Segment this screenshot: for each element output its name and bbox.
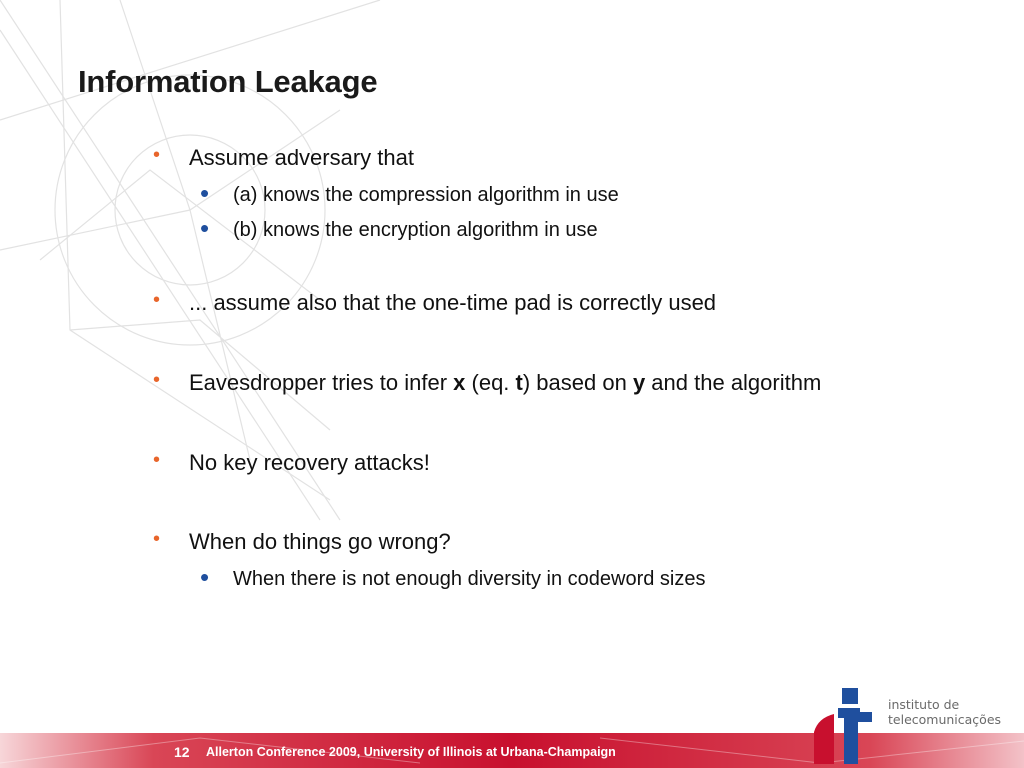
institute-name	[888, 697, 1001, 727]
subbullet-compression: • (a) knows the compression algorithm in use	[233, 184, 619, 207]
bullet-no-key-recovery: • No key recovery attacks!	[189, 450, 430, 476]
bullet-eavesdropper	[189, 370, 821, 396]
bullet-assume-adversary: • Assume adversary that	[189, 145, 414, 171]
bullet-text: (eq.	[465, 370, 516, 395]
subbullet-codeword-sizes: • When there is not enough diversity in codeword sizes	[233, 568, 705, 591]
slide-number: 12	[174, 744, 190, 760]
slide-title: Information Leakage	[78, 64, 378, 99]
variable-x: x	[453, 370, 466, 395]
bullet-things-go-wrong: • When do things go wrong?	[189, 529, 451, 555]
institute-line-1: instituto de	[888, 697, 960, 712]
bullet-one-time-pad: • ... assume also that the one-time pad is correctly used	[189, 290, 716, 316]
variable-t: t	[515, 370, 523, 395]
footer-text: Allerton Conference 2009, University of Illinois at Urbana-Champaign	[206, 745, 616, 759]
bullet-text: ) based on	[522, 370, 633, 395]
subbullet-encryption: • (b) knows the encryption algorithm in use	[233, 219, 598, 242]
bullet-text: Eavesdropper tries to infer	[189, 370, 454, 395]
institute-line-2: telecomunicações	[888, 712, 1002, 727]
it-logo-mark	[808, 688, 886, 766]
variable-y: y	[632, 370, 646, 395]
bullet-text: and the algorithm	[645, 370, 822, 395]
